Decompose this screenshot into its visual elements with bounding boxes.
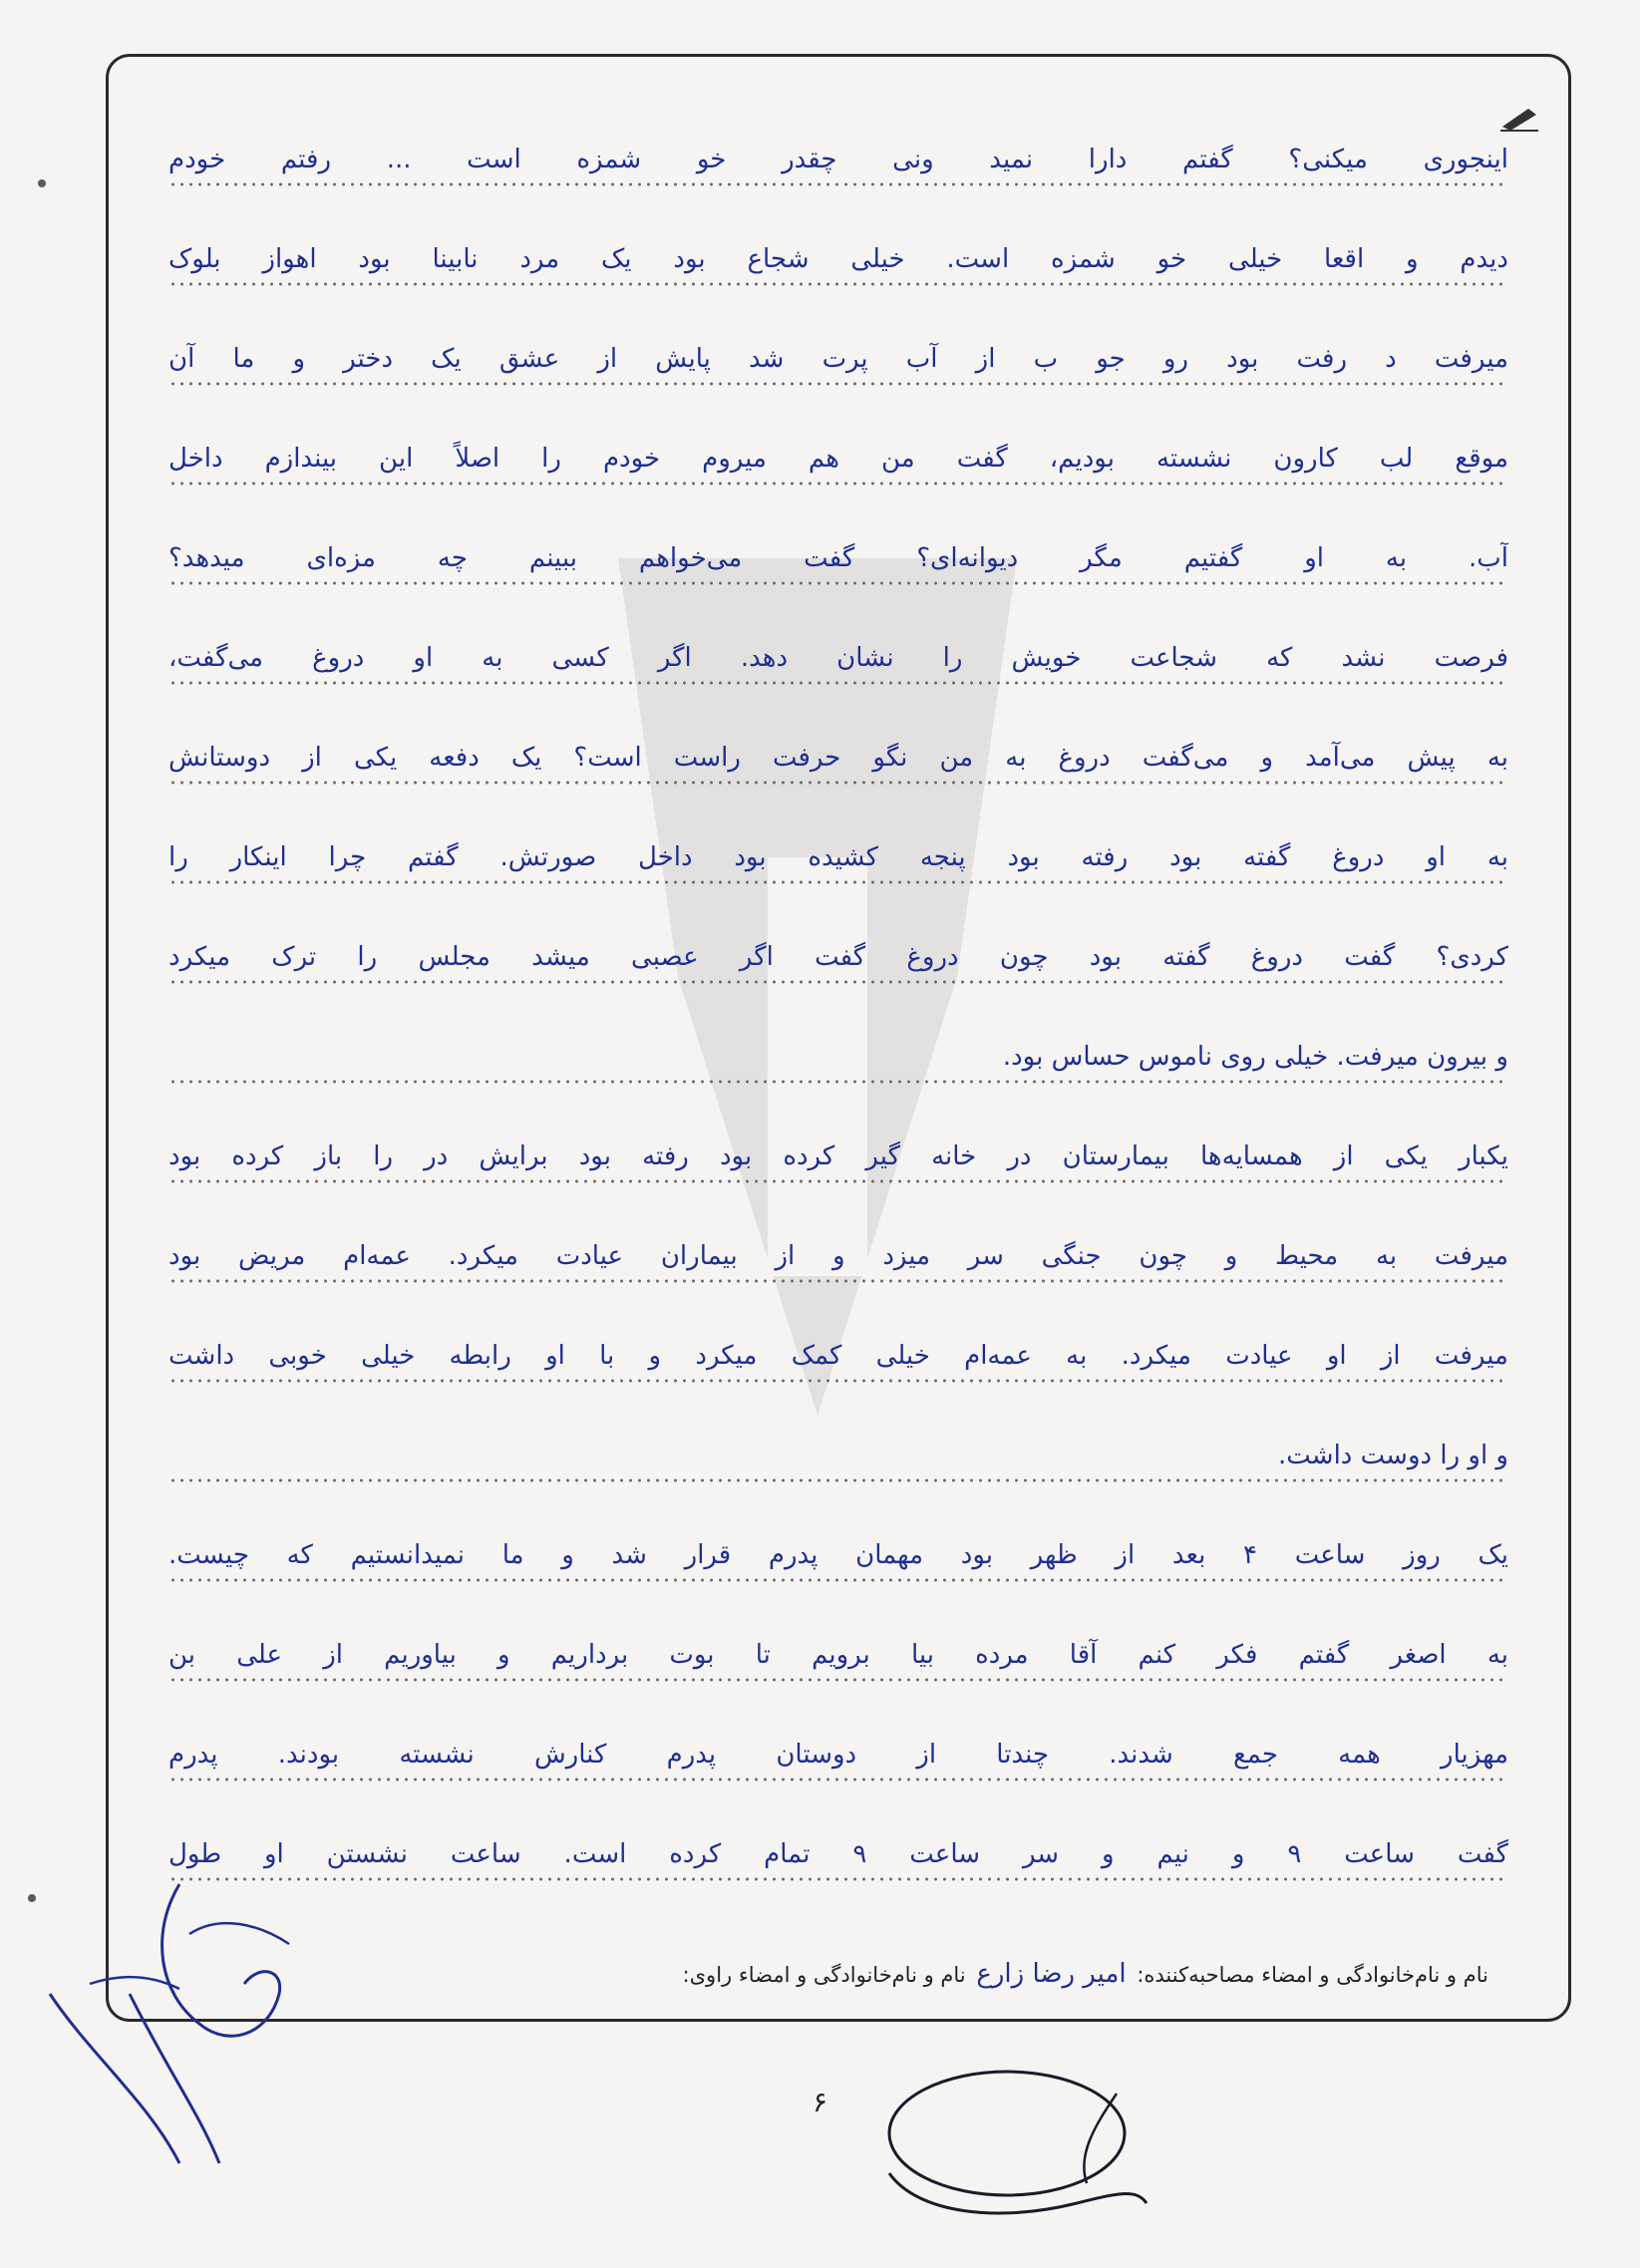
text-line: آب. به او گفتیم مگر دیوانه‌ای؟ گفت می‌خواهم ببینم چه مزه‌ای میدهد؟ [168,513,1508,613]
text-line: میرفت د رفت بود رو جو ب از آب پرت شد پایش از عشق یک دختر و ما آن [168,314,1508,414]
margin-mark [38,179,46,187]
text-line: ا‌ینجوری میکنی؟ گفتم دارا نمید ونی چقدر خو شمزه است ... رفتم خودم [168,115,1508,214]
text-line: کردی؟ گفت دروغ گفته بود چون دروغ گفت اگر عصبی میشد مجلس را ترک میکرد [168,912,1508,1012]
narrator-signature [30,1874,339,2173]
interviewer-name: امیر رضا زارع [976,1959,1127,1989]
text-line: به اصغر گفتم فکر کنم آقا مرده بیا برویم تا بوت برداریم و بیاوریم از علی بن [168,1610,1508,1710]
text-line: و بیرون میرفت. خیلی روی ناموس حساس بود. [168,1012,1508,1112]
interviewer-label: نام و نام‌خانوادگی و امضاء مصاحبه‌کننده: [1137,1963,1488,1987]
text-line: به او دروغ گفته بود رفته بود پنجه کشیده بود داخل صورتش. گفتم چرا اینکار را [168,812,1508,912]
page-number: ۶ [812,2086,828,2118]
text-line: گفت ساعت ۹ و نیم و سر ساعت ۹ تمام کرده است. ساعت نشستن او طول [168,1809,1508,1909]
text-line: به پیش می‌آمد و می‌گفت دروغ به من نگو حرفت راست است؟ یک دفعه یکی از دوستانش [168,713,1508,812]
text-line: یکبار یکی از همسایه‌ها بیمارستان در خانه گیر کرده بود رفته بود برایش در را باز کرده بود [168,1112,1508,1211]
text-line: مهزیار همه جمع شدند. چندتا از دوستان پدرم کنارش نشسته بودند. پدرم [168,1710,1508,1809]
text-line: میرفت به محیط و چون جنگی سر میزد و از بیماران عیادت میکرد. عمه‌ام مریض بود [168,1211,1508,1311]
text-line: دیدم و اقعا خیلی خو شمزه است. خیلی شجاع بود یک مرد نابینا بود اهواز بلوک [168,214,1508,314]
text-line: میرفت از او عیادت میکرد. به عمه‌ام خیلی کمک میکرد و با او رابطه خیلی خوبی داشت [168,1311,1508,1411]
narrator-label: نام و نام‌خانوادگی و امضاء راوی: [682,1963,966,1987]
signature-footer [168,1959,1488,1989]
handwritten-text-lines [168,115,1508,1909]
text-line: فرصت نشد که شجاعت خویش را نشان دهد. اگر کسی به او دروغ می‌گفت، [168,613,1508,713]
text-line: یک روز ساعت ۴ بعد از ظهر بود مهمان پدرم قرار شد و ما نمیدانستیم که چیست. [168,1510,1508,1610]
lined-page-frame [106,54,1571,2022]
text-line: موقع لب کارون نشسته بودیم، گفت من هم میروم خودم را اصلاً این بیندازم داخل [168,414,1508,513]
text-line: و او را دوست داشت. [168,1411,1508,1510]
